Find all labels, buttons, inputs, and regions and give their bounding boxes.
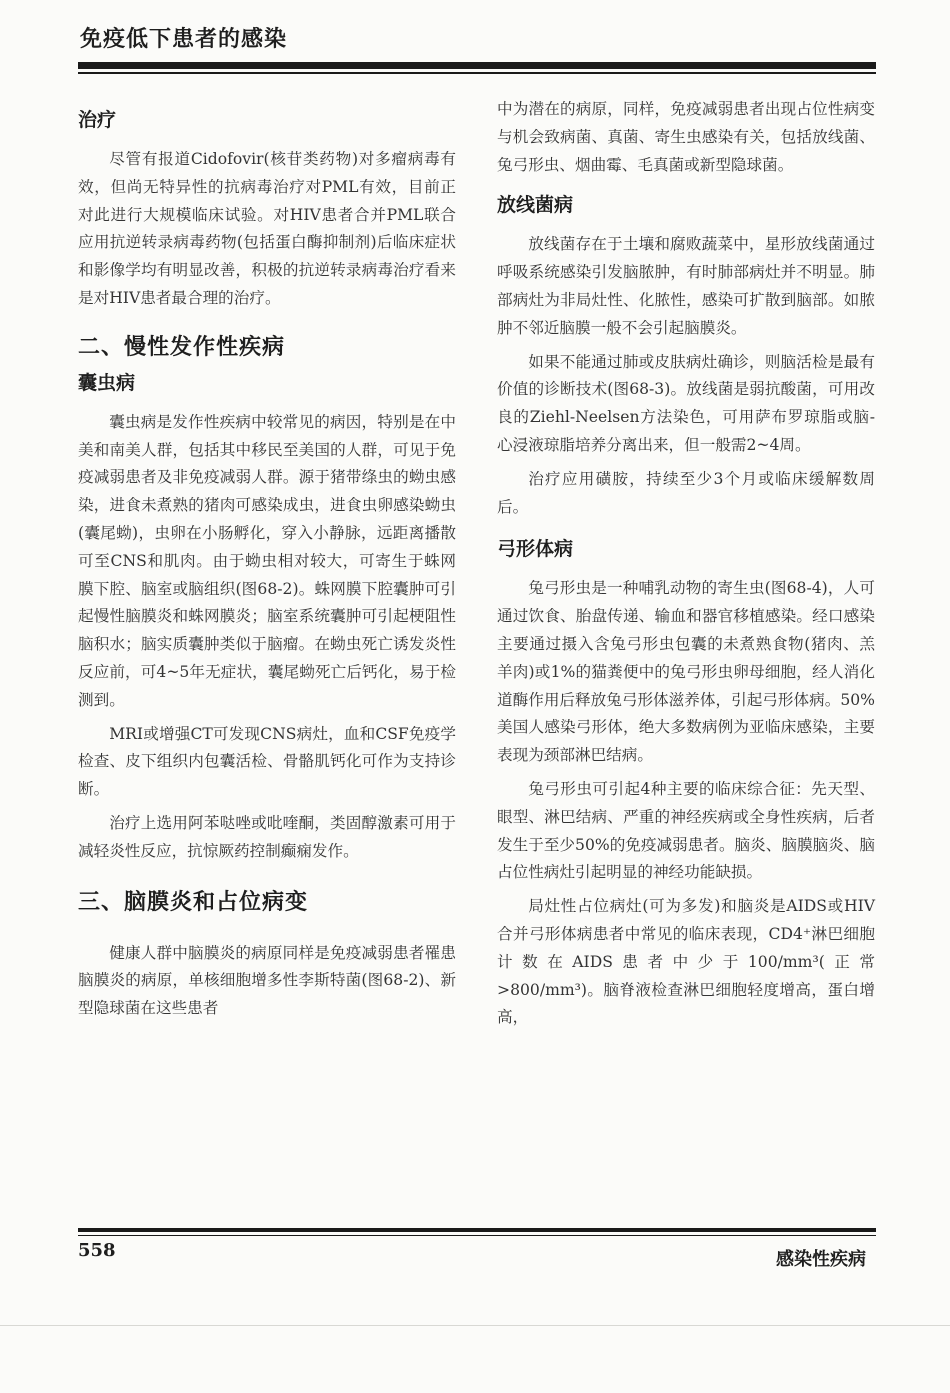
book-title: 感染性疾病 <box>776 1249 866 1270</box>
header-rule-thick <box>78 62 876 69</box>
section-heading-meningitis-lesions: 三、脑膜炎和占位病变 <box>78 889 309 915</box>
running-header-title: 免疫低下患者的感染 <box>80 27 288 52</box>
paragraph-cysticercosis-1: 囊虫病是发作性疾病中较常见的病因，特别是在中美和南美人群，包括其中移民至美国的人群，可见于免疫减弱患者及非免疫减弱人群。源于猪带绦虫的蚴虫感染，进食未煮熟的猪肉可感染成虫，进食虫卵感染蚴虫(囊尾蚴)，虫卵在小肠孵化，穿入小静脉，远距离播散可至CNS和肌肉。由于蚴虫相对较大，可寄生于蛛网膜下腔、脑室或脑组织(图68-2)。蛛网膜下腔囊肿可引起慢性脑膜炎和蛛网膜炎；脑室系统囊肿可引起梗阻性脑积水；脑实质囊肿类似于脑瘤。在蚴虫死亡诱发炎性反应前，可4~5年无症状，囊尾蚴死亡后钙化，易于检测到。 <box>78 412 456 709</box>
right-column <box>497 96 875 1032</box>
paragraph-toxoplasmosis-3: 局灶性占位病灶(可为多发)和脑炎是AIDS或HIV合并弓形体病患者中常见的临床表现，CD4⁺淋巴细胞计数在AIDS患者中少于100/mm³(正常>800/mm³)。脑脊液检查淋巴细胞轻度增高，蛋白增高， <box>497 897 875 1027</box>
header-rule-thin <box>78 72 876 74</box>
paragraph-cysticercosis-3: 治疗上选用阿苯哒唑或吡喹酮，类固醇激素可用于减轻炎性反应，抗惊厥药控制癫痫发作。 <box>78 813 456 860</box>
paragraph-treatment: 尽管有报道Cidofovir(核苷类药物)对多瘤病毒有效，但尚无特异性的抗病毒治疗对PML有效，目前正对此进行大规模临床试验。对HIV患者合并PML联合应用抗逆转录病毒药物(包括蛋白酶抑制剂)后临床症状和影像学均有明显改善，积极的抗逆转录病毒治疗看来是对HIV患者最合理的治疗。 <box>78 150 456 307</box>
left-column <box>78 106 456 1023</box>
paragraph-actinomycosis-1: 放线菌存在于土壤和腐败蔬菜中，星形放线菌通过呼吸系统感染引发脑脓肿，有时肺部病灶并不明显。肺部病灶为非局灶性、化脓性，感染可扩散到脑部。如脓肿不邻近脑膜一般不会引起脑膜炎。 <box>497 235 875 337</box>
scan-edge-line <box>0 1325 950 1326</box>
paragraph-actinomycosis-3: 治疗应用磺胺，持续至少3个月或临床缓解数周后。 <box>497 469 875 516</box>
heading-cysticercosis: 囊虫病 <box>78 371 136 394</box>
footer-rule-thick <box>78 1228 876 1232</box>
section-heading-chronic-seizure: 二、慢性发作性疾病 <box>78 334 286 360</box>
paragraph-actinomycosis-2: 如果不能通过肺或皮肤病灶确诊，则脑活检是最有价值的诊断技术(图68-3)。放线菌是弱抗酸菌，可用改良的Ziehl-Neelsen方法染色，可用萨布罗琼脂或脑-心浸液琼脂培养分离出来，但一般需2~4周。 <box>497 352 875 454</box>
page-number: 558 <box>78 1240 116 1261</box>
footer-rule-thin <box>78 1235 876 1236</box>
paragraph-toxoplasmosis-2: 兔弓形虫可引起4种主要的临床综合征：先天型、眼型、淋巴结病、严重的神经疾病或全身性疾病，后者发生于至少50%的免疫减弱患者。脑炎、脑膜脑炎、脑占位性病灶引起明显的神经功能缺损。 <box>497 779 875 882</box>
paragraph-toxoplasmosis-1: 兔弓形虫是一种哺乳动物的寄生虫(图68-4)，人可通过饮食、胎盘传递、输血和器官移植感染。经口感染主要通过摄入含兔弓形虫包囊的未煮熟食物(猪肉、羔羊肉)或1%的猫粪便中的兔弓形虫卵母细胞，经人消化道酶作用后释放兔弓形体滋养体，引起弓形体病。50%美国人感染弓形体，绝大多数病例为亚临床感染，主要表现为颈部淋巴结病。 <box>497 579 875 765</box>
heading-treatment: 治疗 <box>78 109 117 131</box>
heading-actinomycosis: 放线菌病 <box>497 194 574 217</box>
paragraph-continued: 中为潜在的病原，同样，免疫减弱患者出现占位性病变与机会致病菌、真菌、寄生虫感染有关，包括放线菌、兔弓形虫、烟曲霉、毛真菌或新型隐球菌。 <box>497 100 875 174</box>
heading-toxoplasmosis: 弓形体病 <box>497 538 574 561</box>
paragraph-meningitis: 健康人群中脑膜炎的病原同样是免疫减弱患者罹患脑膜炎的病原，单核细胞增多性李斯特菌(图68-2)、新型隐球菌在这些患者 <box>78 943 456 1018</box>
paragraph-cysticercosis-2: MRI或增强CT可发现CNS病灶，血和CSF免疫学检查、皮下组织内包囊活检、骨骼肌钙化可作为支持诊断。 <box>78 724 456 799</box>
